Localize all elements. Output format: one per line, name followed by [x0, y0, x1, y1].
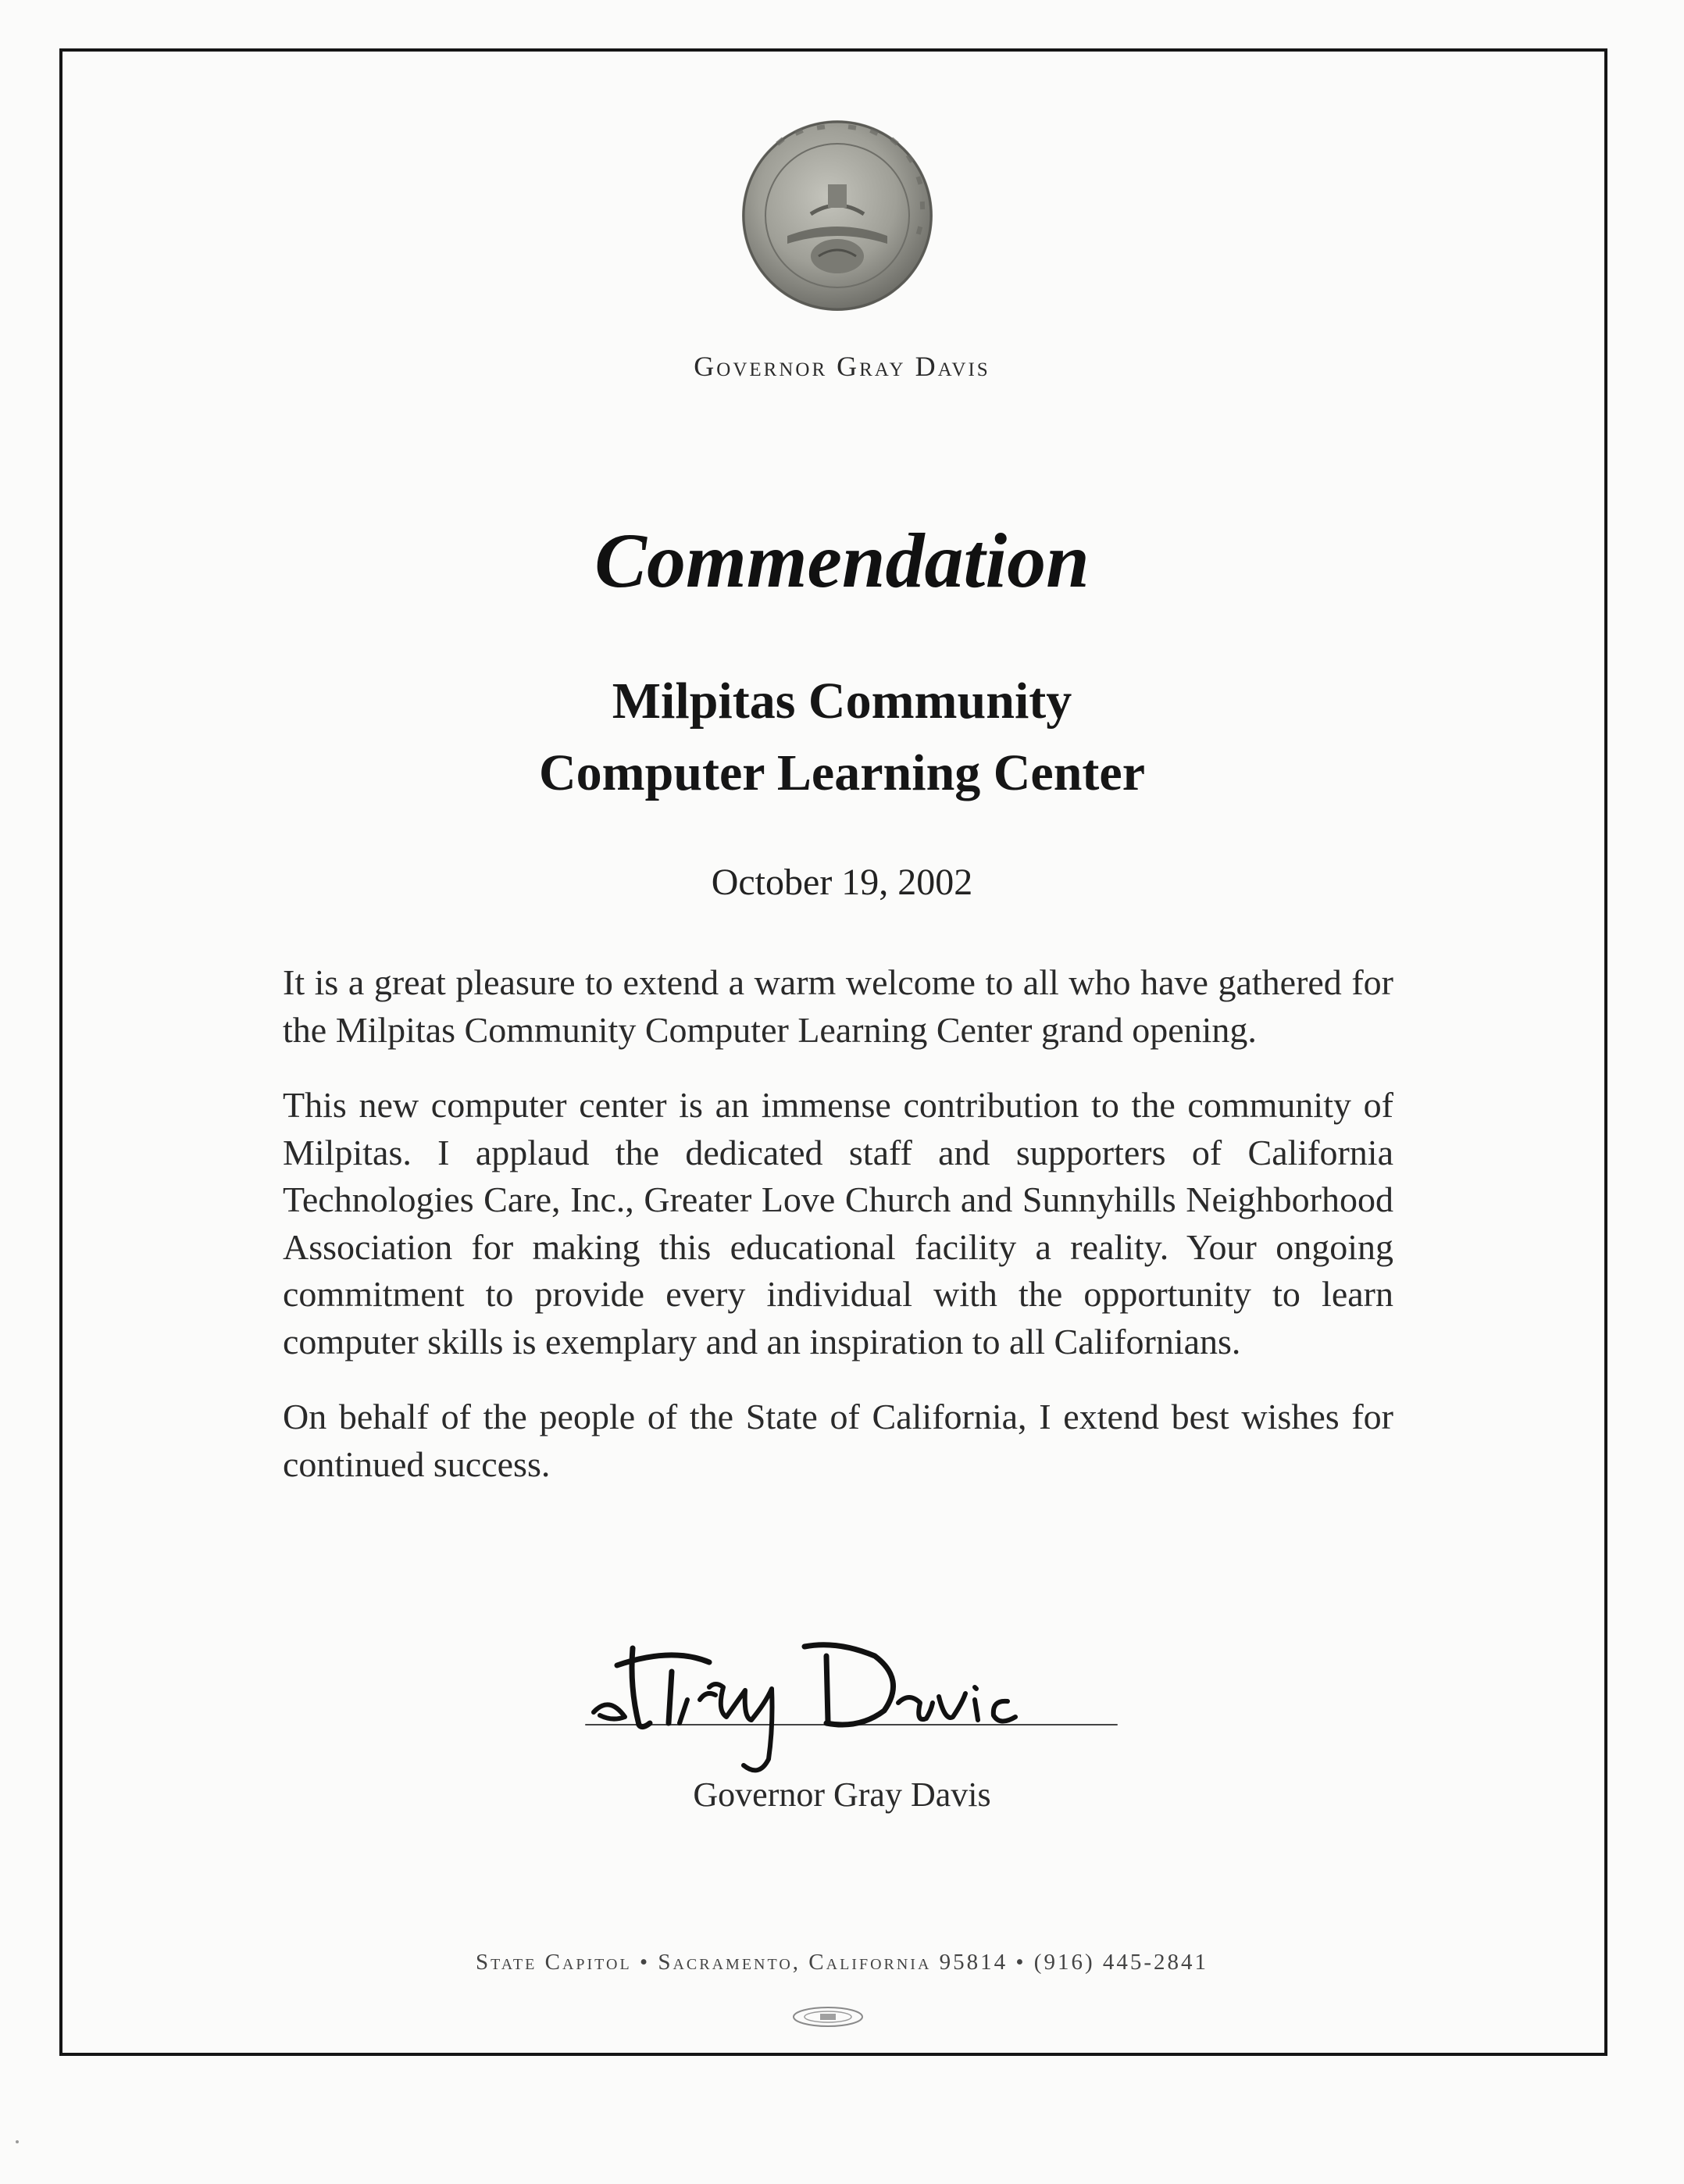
california-state-seal-icon — [740, 119, 934, 312]
document-date: October 19, 2002 — [711, 862, 973, 903]
body-paragraph: It is a great pleasure to extend a warm welcome to all who have gathered for the Milpitas Community Computer Learning Center grand opening. — [283, 962, 1393, 1050]
recipient-line: Milpitas Community — [612, 673, 1072, 730]
governor-letterhead: Governor Gray Davis — [694, 351, 990, 382]
document-body — [283, 959, 1393, 1516]
recipient-name — [0, 666, 1684, 809]
document-title: Commendation — [594, 517, 1090, 604]
scan-artifact — [16, 2140, 19, 2143]
signer-name: Governor Gray Davis — [693, 1775, 991, 1814]
handwritten-signature — [578, 1625, 1125, 1781]
union-bug-icon — [790, 2004, 865, 2029]
recipient-line: Computer Learning Center — [538, 744, 1145, 801]
footer-address: State Capitol • Sacramento, California 95814 • (916) 445-2841 — [475, 1950, 1209, 1975]
body-paragraph: On behalf of the people of the State of California, I extend best wishes for continued success. — [283, 1397, 1393, 1484]
body-paragraph: This new computer center is an immense contribution to the community of Milpitas. I applaud the dedicated staff and supporters of California Technologies Care, Inc., Greater Love Church and Sunnyhills Neighborhood Association for making this educational facility a reality. Your ongoing commitment to provide every individual with the opportunity to learn computer skills is exemplary and an inspiration to all Californians. — [283, 1085, 1393, 1361]
